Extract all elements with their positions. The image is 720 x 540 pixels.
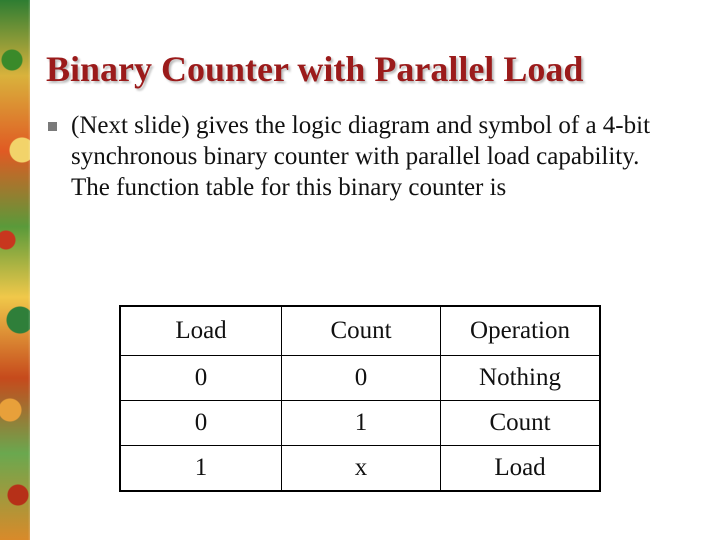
cell-operation: Count	[441, 401, 601, 446]
cell-load: 0	[120, 356, 282, 401]
cell-load: 1	[120, 446, 282, 492]
table-header-row	[120, 306, 600, 356]
cell-operation: Load	[441, 446, 601, 492]
bullet-text: (Next slide) gives the logic diagram and symbol of a 4-bit synchronous binary counter with parallel load capability. The function table for this binary counter is	[71, 112, 651, 201]
cell-operation: Nothing	[441, 356, 601, 401]
header-load: Load	[120, 306, 282, 356]
cell-count: 0	[282, 356, 441, 401]
slide-title: Binary Counter with Parallel Load	[46, 49, 584, 89]
table-row	[120, 401, 600, 446]
header-operation: Operation	[441, 306, 601, 356]
cell-count: x	[282, 446, 441, 492]
cell-load: 0	[120, 401, 282, 446]
bullet-square-icon	[48, 122, 57, 131]
cell-count: 1	[282, 401, 441, 446]
function-table	[119, 305, 601, 492]
table-row	[120, 356, 600, 401]
header-count: Count	[282, 306, 441, 356]
table-row	[120, 446, 600, 492]
decorative-side-strip	[0, 0, 30, 540]
